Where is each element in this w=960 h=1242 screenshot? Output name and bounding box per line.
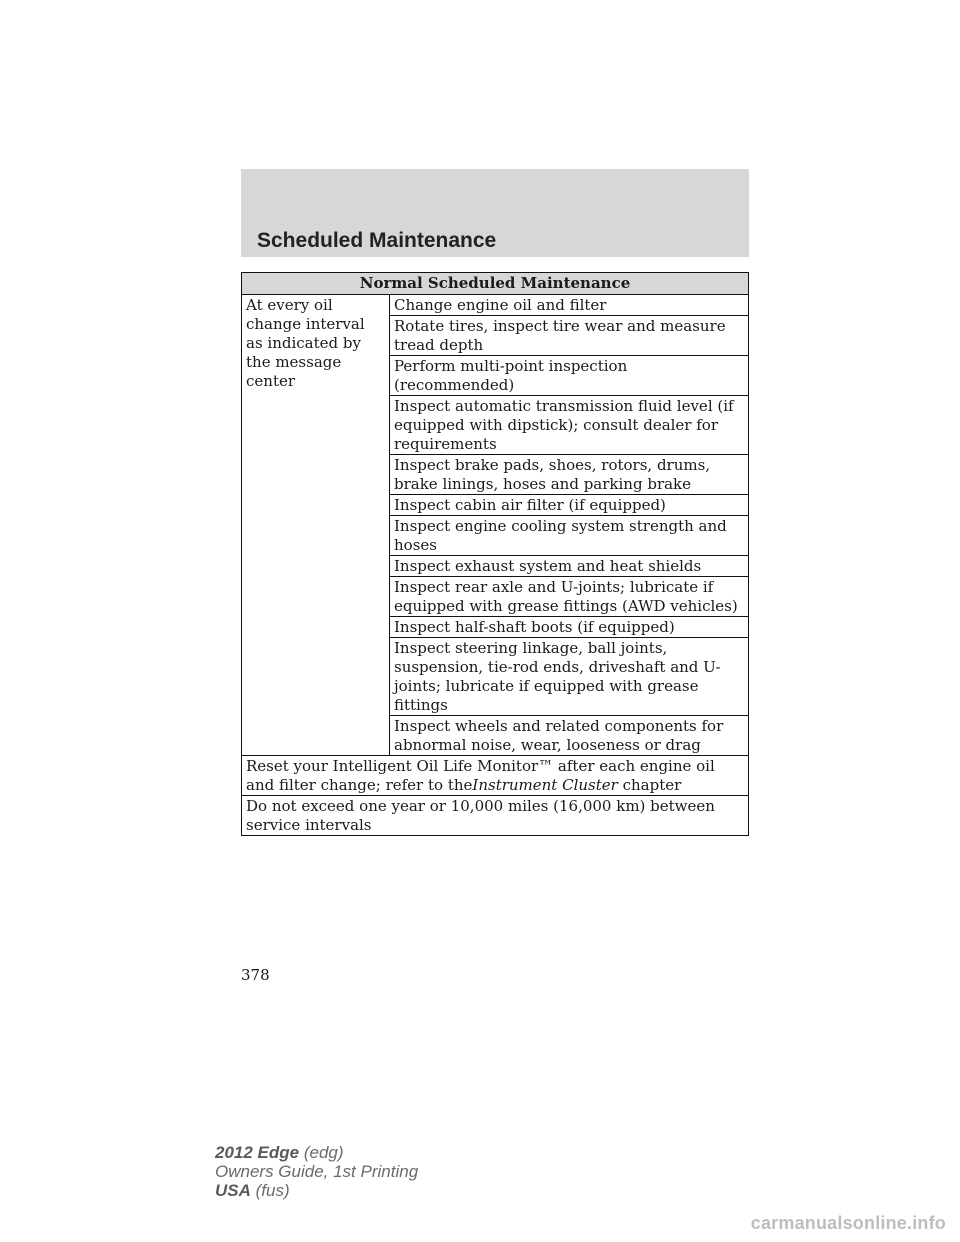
maintenance-item: Rotate tires, inspect tire wear and measure tread depth [390,316,749,356]
instrument-cluster-reference: Instrument Cluster [472,776,618,794]
maintenance-item: Inspect exhaust system and heat shields [390,556,749,577]
maintenance-item: Inspect wheels and related components for abnormal noise, wear, looseness or drag [390,716,749,756]
footer-printing: Owners Guide, 1st Printing [215,1162,419,1181]
service-interval-limit: Do not exceed one year or 10,000 miles (16,000 km) between service intervals [242,796,749,836]
maintenance-item: Inspect brake pads, shoes, rotors, drums, brake linings, hoses and parking brake [390,455,749,495]
reset-note [242,756,749,796]
maintenance-item: Inspect steering linkage, ball joints, suspension, tie-rod ends, driveshaft and U-joints; lubricate if equipped with grease fittings [390,638,749,716]
footer-region-code: (fus) [255,1181,290,1200]
footer-print-info [215,1143,418,1200]
maintenance-item: Inspect engine cooling system strength and hoses [390,516,749,556]
maintenance-item: Inspect rear axle and U-joints; lubricate if equipped with grease fittings (AWD vehicles) [390,577,749,617]
reset-note-suffix: chapter [622,776,682,794]
reset-note-row [242,756,749,796]
table-title-row [242,273,749,295]
maintenance-item: Inspect automatic transmission fluid level (if equipped with dipstick); consult dealer for requirements [390,396,749,455]
footer-model-code: (edg) [303,1143,344,1162]
footer-model: 2012 Edge [215,1143,300,1162]
interval-label: At every oil change interval as indicated by the message center [242,295,390,756]
footer-region: USA [215,1181,251,1200]
section-header-band [241,169,749,257]
maintenance-table [241,272,749,836]
table-row [242,295,749,316]
maintenance-item: Perform multi-point inspection (recommended) [390,356,749,396]
reset-note-prefix: Reset your Intelligent Oil Life Monitor™ after each engine oil and filter change; refer to the [246,757,715,794]
page-number: 378 [241,966,270,984]
table-title: Normal Scheduled Maintenance [242,273,749,295]
maintenance-item: Change engine oil and filter [390,295,749,316]
maintenance-item: Inspect half-shaft boots (if equipped) [390,617,749,638]
section-title: Scheduled Maintenance [257,229,497,252]
watermark-text: carmanualsonline.info [750,1213,946,1233]
limit-note-row [242,796,749,836]
maintenance-item: Inspect cabin air filter (if equipped) [390,495,749,516]
